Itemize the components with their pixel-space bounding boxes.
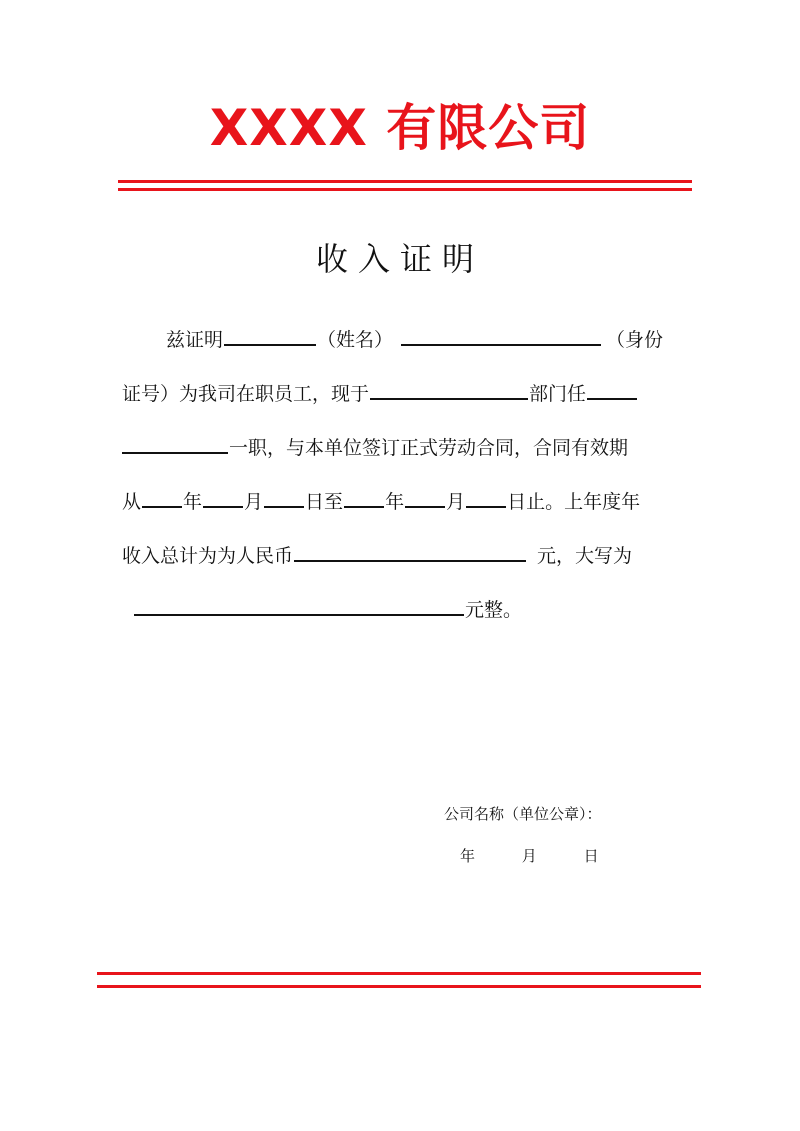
income-unit-text: 元，大写为	[537, 545, 633, 567]
header-rule-upper	[118, 180, 692, 183]
start-day-label: 日至	[305, 491, 344, 513]
id-label: （身份	[606, 329, 664, 351]
department-blank[interactable]	[370, 374, 528, 400]
document-title: 收入证明	[315, 240, 484, 278]
signature-date	[460, 842, 599, 870]
start-year-blank[interactable]	[142, 482, 182, 508]
body-line-6	[134, 590, 522, 624]
end-year-blank[interactable]	[344, 482, 384, 508]
contract-text: 一职，与本单位签订正式劳动合同，合同有效期	[229, 437, 629, 459]
income-capital-suffix: 元整。	[465, 599, 523, 621]
end-month-label: 月	[446, 491, 466, 513]
body-line-2	[122, 374, 638, 408]
end-year-label: 年	[385, 491, 405, 513]
signature-month: 月	[521, 847, 537, 865]
income-capital-blank[interactable]	[134, 590, 464, 616]
footer-rule-upper	[97, 972, 701, 975]
body-line-5	[122, 536, 632, 570]
name-blank[interactable]	[224, 320, 316, 346]
start-month-label: 月	[244, 491, 264, 513]
income-amount-blank[interactable]	[294, 536, 526, 562]
employee-text: 证号）为我司在职员工，现于	[122, 383, 370, 405]
body-line-4	[122, 482, 640, 516]
name-label: （姓名）	[317, 329, 394, 351]
footer-rule-lower	[97, 985, 701, 988]
department-label: 部门任	[529, 383, 587, 405]
end-day-blank[interactable]	[466, 482, 506, 508]
position-blank[interactable]	[122, 428, 228, 454]
body-line-1	[166, 320, 663, 354]
end-day-label: 日止。上年度年	[507, 491, 641, 513]
intro-text: 兹证明	[166, 329, 224, 351]
end-month-blank[interactable]	[405, 482, 445, 508]
position-blank-start[interactable]	[587, 374, 637, 400]
id-number-blank[interactable]	[401, 320, 601, 346]
body-line-3	[122, 428, 628, 462]
signature-company-label: 公司名称（单位公章）：	[444, 805, 602, 823]
start-day-blank[interactable]	[264, 482, 304, 508]
from-label: 从	[122, 491, 142, 513]
signature-day: 日	[583, 847, 599, 865]
income-text: 收入总计为为人民币	[122, 545, 294, 567]
start-year-label: 年	[183, 491, 203, 513]
company-name: XXXX 有限公司	[209, 99, 591, 157]
signature-year: 年	[460, 847, 476, 865]
start-month-blank[interactable]	[203, 482, 243, 508]
header-rule-lower	[118, 188, 692, 191]
